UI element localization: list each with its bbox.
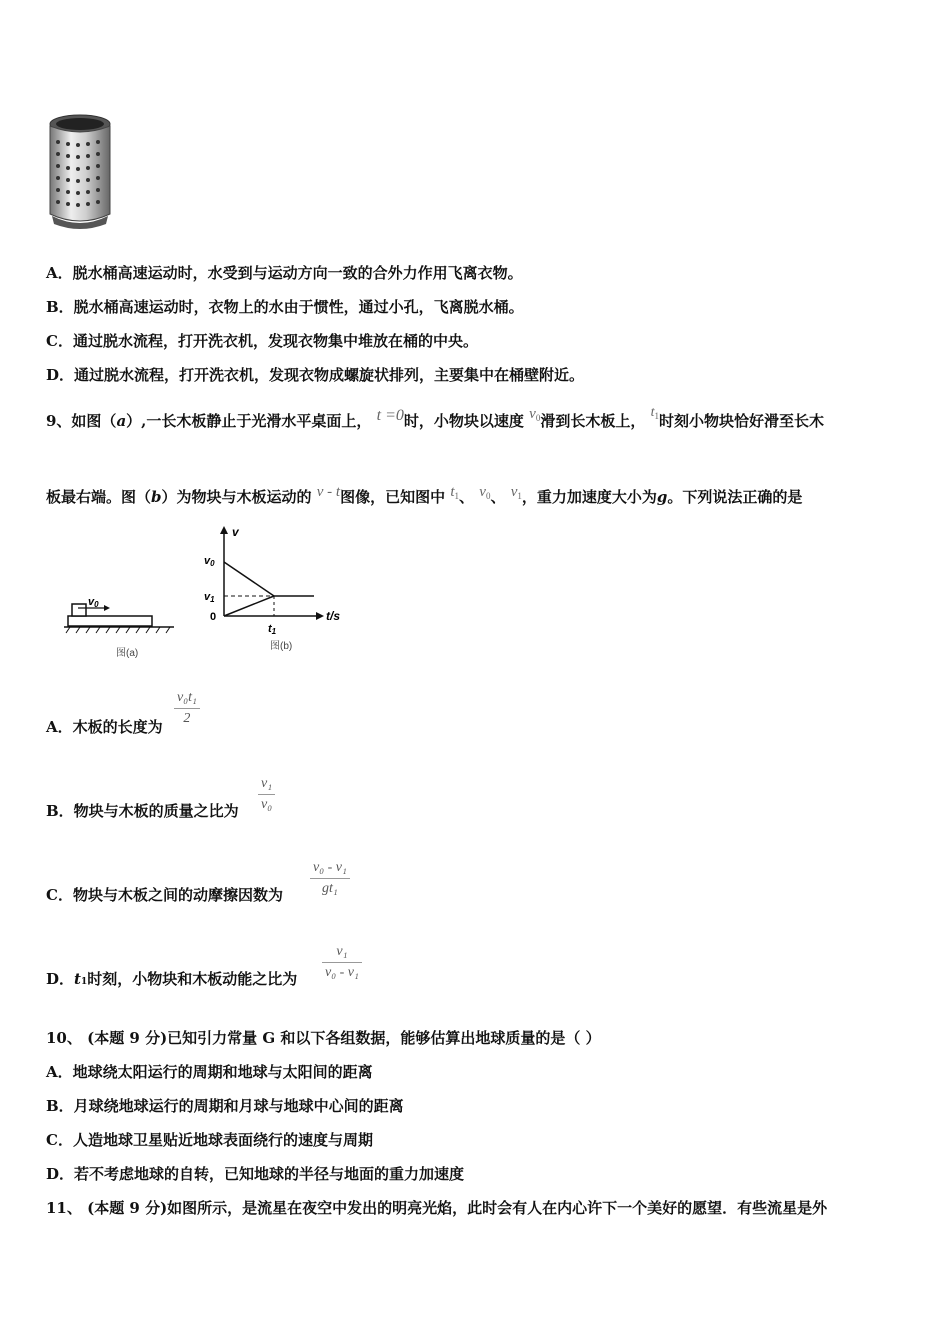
v0-tick-label: v0 — [204, 555, 215, 568]
q9-stem-line2: 板最右端。图（b）为物块与木板运动的 v - t图像，已知图中 $t_1$、 $v_0$、 $v_1$，重力加速度大小为g。下列说法正确的是 — [46, 484, 803, 506]
q9-option-d-fraction: v₁ v₀ - v₁ — [322, 944, 362, 981]
fig-a-v0-label: v0 — [88, 596, 99, 609]
q11-stem: 11、 (本题 9 分)如图所示，是流星在夜空中发出的明亮光焰，此时会有人在内心许下一个美好的愿望．有些流星是外 — [46, 1199, 828, 1217]
block-velocity-line — [224, 562, 274, 596]
q10-option-a: A．地球绕太阳运行的周期和地球与太阳间的距离 — [46, 1063, 373, 1081]
t1-tick-label: t1 — [268, 623, 277, 636]
long-board — [68, 616, 152, 626]
v1-tick-label: v1 — [204, 591, 215, 604]
q8-option-d: D．通过脱水流程，打开洗衣机，发现衣物成螺旋状排列，主要集中在桶壁附近。 — [46, 366, 585, 384]
small-block — [72, 604, 86, 616]
figure-b — [198, 522, 358, 656]
q9-option-a-fraction: v₀t₁ 2 — [174, 690, 200, 727]
t-axis-label: t/s — [326, 609, 341, 623]
q10-option-d: D．若不考虑地球的自转，已知地球的半径与地面的重力加速度 — [46, 1165, 465, 1183]
spin-drum-image — [44, 112, 116, 232]
q9-option-b-fraction: v₁ v₀ — [258, 776, 275, 813]
q9-option-c-fraction: v₀ - v₁ gt₁ — [310, 860, 350, 897]
q9-stem-line1: 9、如图（a）,一长木板静止于光滑水平桌面上， t =0时，小物块以速度 $v_0$滑到长木板上， $t_1$时刻小物块恰好滑至长木 — [46, 405, 824, 430]
fig-a-caption: 图(a) — [116, 648, 139, 659]
fig-b-caption: 图(b) — [270, 641, 293, 652]
q8-option-c: C．通过脱水流程，打开洗衣机，发现衣物集中堆放在桶的中央。 — [46, 332, 478, 350]
q8-option-b: B．脱水桶高速运动时，衣物上的水由于惯性，通过小孔，飞离脱水桶。 — [46, 298, 524, 316]
q9-option-b: B．物块与木板的质量之比为 — [46, 802, 239, 820]
q9-option-a: A．木板的长度为 — [46, 718, 163, 736]
v-axis-label: v — [232, 525, 239, 539]
q10-option-c: C．人造地球卫星贴近地球表面绕行的速度与周期 — [46, 1131, 373, 1149]
q9-option-c: C．物块与木板之间的动摩擦因数为 — [46, 886, 283, 904]
figure-a — [64, 590, 180, 662]
q8-option-a: A．脱水桶高速运动时，水受到与运动方向一致的合外力作用飞离衣物。 — [46, 264, 523, 282]
q10-stem: 10、 (本题 9 分)已知引力常量 G 和以下各组数据，能够估算出地球质量的是（ ） — [46, 1029, 601, 1047]
origin-label: 0 — [210, 611, 217, 623]
board-velocity-line — [224, 596, 274, 616]
q10-option-b: B．月球绕地球运行的周期和月球与地球中心间的距离 — [46, 1097, 404, 1115]
q9-option-d: D．t1时刻，小物块和木板动能之比为 — [46, 970, 298, 988]
